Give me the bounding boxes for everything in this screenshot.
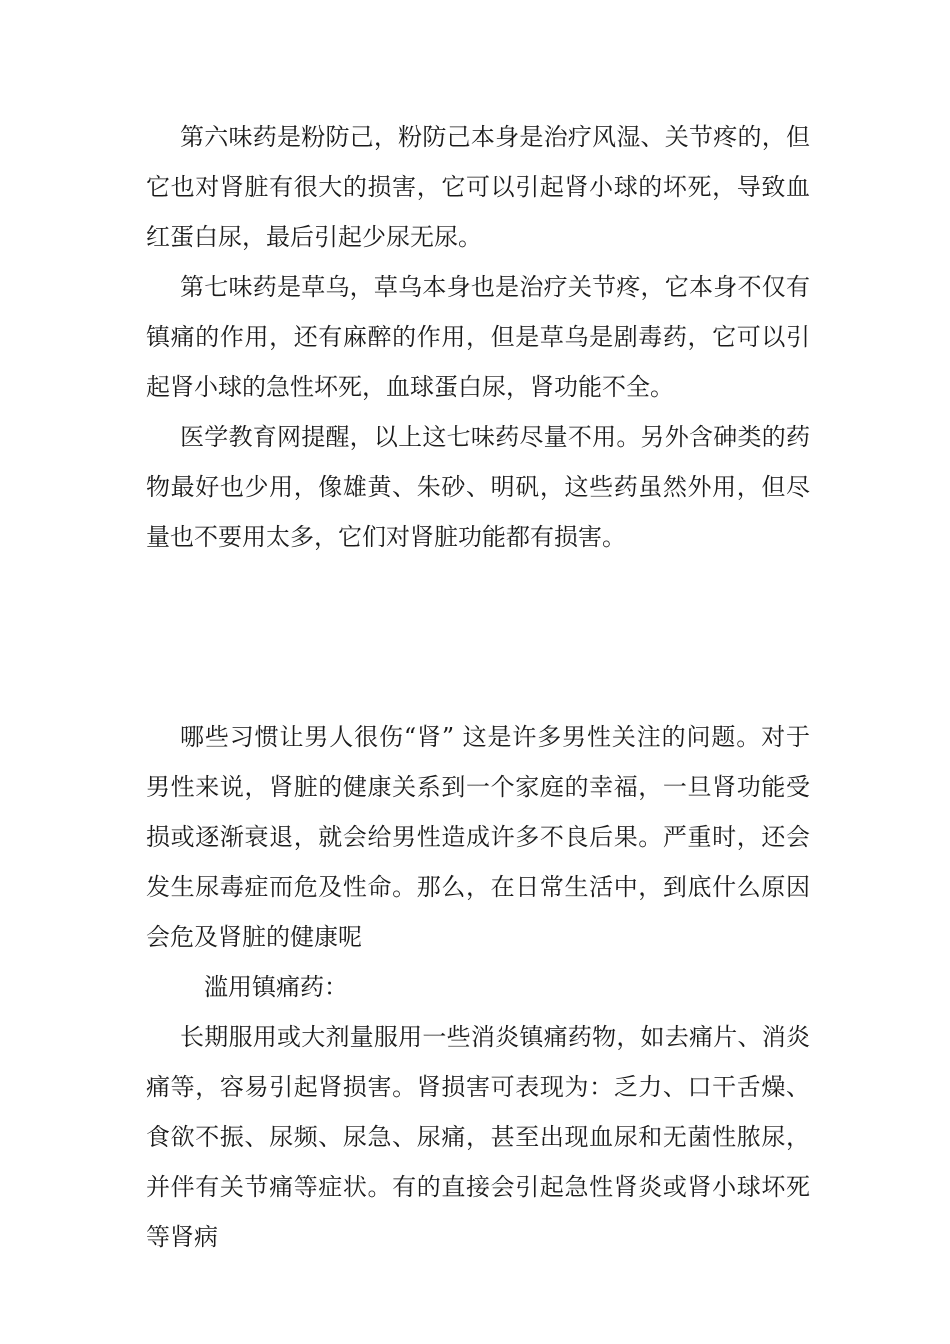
section-heading-painkiller-abuse: 滥用镇痛药： [204, 973, 348, 1001]
paragraph-kidney-habits-intro: 哪些习惯让男人很伤“肾” 这是许多男性关注的问题。对于男性来说，肾脏的健康关系到一个家庭的幸福，一旦肾功能受损或逐渐衰退，就会给男性造成许多不良后果。严重时，还会发生尿毒症而危及性命。那么，在日常生活中，到底什么原因会危及肾脏的健康呢 [146, 723, 810, 951]
paragraph-painkiller-details: 长期服用或大剂量服用一些消炎镇痛药物，如去痛片、消炎痛等，容易引起肾损害。肾损害可表现为：乏力、口干舌燥、食欲不振、尿频、尿急、尿痛，甚至出现血尿和无菌性脓尿，并伴有关节痛等症状。有的直接会引起急性肾炎或肾小球坏死等肾病 [146, 1023, 810, 1251]
paragraph-reminder: 医学教育网提醒，以上这七味药尽量不用。另外含砷类的药物最好也少用，像雄黄、朱砂、明矾，这些药虽然外用，但尽量也不要用太多，它们对肾脏功能都有损害。 [146, 423, 810, 551]
paragraph-fenfangji: 第六味药是粉防己，粉防己本身是治疗风湿、关节疼的，但它也对肾脏有很大的损害，它可以引起肾小球的坏死，导致血红蛋白尿，最后引起少尿无尿。 [146, 123, 810, 251]
paragraph-caowu: 第七味药是草乌，草乌本身也是治疗关节疼，它本身不仅有镇痛的作用，还有麻醉的作用，但是草乌是剧毒药，它可以引起肾小球的急性坏死，血球蛋白尿，肾功能不全。 [146, 273, 810, 401]
